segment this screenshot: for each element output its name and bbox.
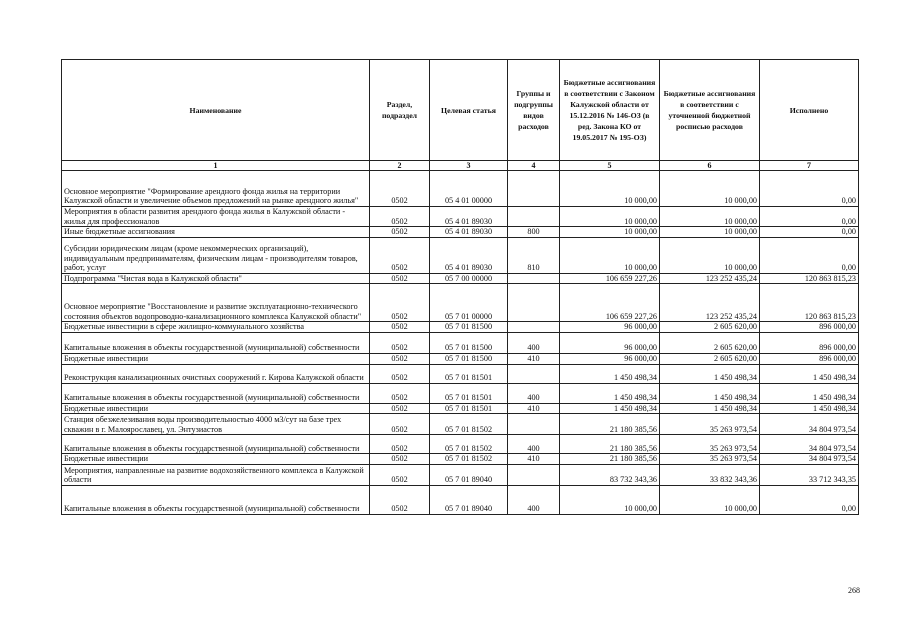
- row-target-code: 05 7 01 81502: [430, 435, 508, 454]
- row-name: Бюджетные инвестиции: [62, 353, 370, 364]
- row-refined-amount: 35 263 973,54: [660, 454, 760, 465]
- table-row: [62, 207, 859, 227]
- row-refined-amount: 10 000,00: [660, 485, 760, 514]
- row-law-amount: 21 180 385,56: [560, 435, 660, 454]
- table-row: [62, 464, 859, 485]
- row-executed-amount: 0,00: [760, 207, 859, 227]
- row-name: Капитальные вложения в объекты государственной (муниципальной) собственности: [62, 383, 370, 403]
- table-row: [62, 364, 859, 383]
- row-executed-amount: 120 863 815,23: [760, 273, 859, 284]
- table-body: [62, 171, 859, 515]
- row-executed-amount: 33 712 343,35: [760, 464, 859, 485]
- row-name: Субсидии юридическим лицам (кроме некоммерческих организаций), индивидуальным предпринимателям, физическим лицам - производителям товаров, работ, услуг: [62, 237, 370, 273]
- row-law-amount: 21 180 385,56: [560, 414, 660, 435]
- column-number: 3: [430, 161, 508, 171]
- row-expense-group: 400: [508, 485, 560, 514]
- row-name: Бюджетные инвестиции: [62, 454, 370, 465]
- row-target-code: 05 7 01 81500: [430, 322, 508, 333]
- row-expense-group: [508, 464, 560, 485]
- column-number: 7: [760, 161, 859, 171]
- row-executed-amount: 896 000,00: [760, 322, 859, 333]
- row-target-code: 05 4 01 89030: [430, 227, 508, 238]
- row-law-amount: 1 450 498,34: [560, 364, 660, 383]
- row-refined-amount: 10 000,00: [660, 227, 760, 238]
- table-row: [62, 332, 859, 353]
- header-name: Наименование: [62, 60, 370, 161]
- row-executed-amount: 34 804 973,54: [760, 454, 859, 465]
- header-executed: Исполнено: [760, 60, 859, 161]
- row-executed-amount: 0,00: [760, 485, 859, 514]
- row-target-code: 05 7 01 89040: [430, 485, 508, 514]
- header-groups: Группы и подгруппы видов расходов: [508, 60, 560, 161]
- row-name: Капитальные вложения в объекты государственной (муниципальной) собственности: [62, 485, 370, 514]
- row-section: 0502: [370, 403, 430, 414]
- row-section: 0502: [370, 485, 430, 514]
- row-section: 0502: [370, 171, 430, 207]
- table-row: [62, 237, 859, 273]
- row-refined-amount: 123 252 435,24: [660, 273, 760, 284]
- row-section: 0502: [370, 227, 430, 238]
- row-name: Иные бюджетные ассигнования: [62, 227, 370, 238]
- row-law-amount: 10 000,00: [560, 485, 660, 514]
- row-refined-amount: 33 832 343,36: [660, 464, 760, 485]
- row-target-code: 05 7 00 00000: [430, 273, 508, 284]
- row-section: 0502: [370, 353, 430, 364]
- table-row: [62, 171, 859, 207]
- row-expense-group: [508, 207, 560, 227]
- row-target-code: 05 7 01 81501: [430, 364, 508, 383]
- row-expense-group: [508, 322, 560, 333]
- row-section: 0502: [370, 237, 430, 273]
- row-section: 0502: [370, 454, 430, 465]
- row-expense-group: [508, 171, 560, 207]
- row-refined-amount: 10 000,00: [660, 207, 760, 227]
- row-name: Основное мероприятие "Восстановление и развитие эксплуатационно-технического состояния объектов водопроводно-канализационного комплекса Калужской области": [62, 284, 370, 322]
- row-refined-amount: 2 605 620,00: [660, 332, 760, 353]
- row-target-code: 05 7 01 81502: [430, 454, 508, 465]
- row-executed-amount: 1 450 498,34: [760, 364, 859, 383]
- row-executed-amount: 1 450 498,34: [760, 403, 859, 414]
- column-number-row: [62, 161, 859, 171]
- row-section: 0502: [370, 273, 430, 284]
- table-row: [62, 454, 859, 465]
- table-row: [62, 227, 859, 238]
- row-refined-amount: 123 252 435,24: [660, 284, 760, 322]
- row-name: Капитальные вложения в объекты государственной (муниципальной) собственности: [62, 435, 370, 454]
- row-refined-amount: 2 605 620,00: [660, 353, 760, 364]
- row-expense-group: [508, 414, 560, 435]
- header-refined: Бюджетные ассигнования в соответствии с уточненной бюджетной росписью расходов: [660, 60, 760, 161]
- column-number: 2: [370, 161, 430, 171]
- row-refined-amount: 35 263 973,54: [660, 435, 760, 454]
- row-executed-amount: 120 863 815,23: [760, 284, 859, 322]
- row-law-amount: 10 000,00: [560, 237, 660, 273]
- row-name: Бюджетные инвестиции: [62, 403, 370, 414]
- column-number: 4: [508, 161, 560, 171]
- row-section: 0502: [370, 207, 430, 227]
- row-target-code: 05 7 01 89040: [430, 464, 508, 485]
- row-expense-group: [508, 364, 560, 383]
- row-refined-amount: 2 605 620,00: [660, 322, 760, 333]
- table-row: [62, 435, 859, 454]
- row-expense-group: 800: [508, 227, 560, 238]
- row-law-amount: 1 450 498,34: [560, 383, 660, 403]
- table-row: [62, 353, 859, 364]
- row-expense-group: [508, 273, 560, 284]
- row-name: Реконструкция канализационных очистных сооружений г. Кирова Калужской области: [62, 364, 370, 383]
- row-executed-amount: 0,00: [760, 227, 859, 238]
- row-target-code: 05 7 01 81502: [430, 414, 508, 435]
- header-row: [62, 60, 859, 161]
- row-expense-group: 400: [508, 435, 560, 454]
- row-refined-amount: 1 450 498,34: [660, 364, 760, 383]
- row-law-amount: 10 000,00: [560, 207, 660, 227]
- row-executed-amount: 0,00: [760, 237, 859, 273]
- row-expense-group: 810: [508, 237, 560, 273]
- row-expense-group: 400: [508, 332, 560, 353]
- row-name: Мероприятия в области развития арендного фонда жилья в Калужской области - жилья для профессионалов: [62, 207, 370, 227]
- row-name: Капитальные вложения в объекты государственной (муниципальной) собственности: [62, 332, 370, 353]
- row-name: Мероприятия, направленные на развитие водохозяйственного комплекса в Калужской области: [62, 464, 370, 485]
- column-number: 5: [560, 161, 660, 171]
- row-law-amount: 1 450 498,34: [560, 403, 660, 414]
- table-row: [62, 414, 859, 435]
- row-name: Основное мероприятие "Формирование арендного фонда жилья на территории Калужской области и увеличение объемов предложений на рынке арендного жилья": [62, 171, 370, 207]
- row-executed-amount: 896 000,00: [760, 332, 859, 353]
- row-law-amount: 21 180 385,56: [560, 454, 660, 465]
- row-section: 0502: [370, 322, 430, 333]
- row-law-amount: 96 000,00: [560, 353, 660, 364]
- row-section: 0502: [370, 364, 430, 383]
- row-target-code: 05 7 01 81500: [430, 353, 508, 364]
- row-executed-amount: 34 804 973,54: [760, 435, 859, 454]
- column-number: 6: [660, 161, 760, 171]
- page-number: 268: [848, 586, 860, 595]
- table-row: [62, 322, 859, 333]
- row-target-code: 05 4 01 89030: [430, 237, 508, 273]
- row-expense-group: 400: [508, 383, 560, 403]
- row-section: 0502: [370, 435, 430, 454]
- row-name: Бюджетные инвестиции в сфере жилищно-коммунального хозяйства: [62, 322, 370, 333]
- row-target-code: 05 4 01 89030: [430, 207, 508, 227]
- table-row: [62, 273, 859, 284]
- row-refined-amount: 10 000,00: [660, 237, 760, 273]
- row-law-amount: 10 000,00: [560, 227, 660, 238]
- row-expense-group: [508, 284, 560, 322]
- row-name: Подпрограмма "Чистая вода в Калужской области": [62, 273, 370, 284]
- header-section: Раздел, подраздел: [370, 60, 430, 161]
- row-section: 0502: [370, 284, 430, 322]
- row-refined-amount: 1 450 498,34: [660, 403, 760, 414]
- row-refined-amount: 10 000,00: [660, 171, 760, 207]
- budget-table: [61, 59, 859, 515]
- row-target-code: 05 7 01 81500: [430, 332, 508, 353]
- row-law-amount: 96 000,00: [560, 322, 660, 333]
- row-executed-amount: 0,00: [760, 171, 859, 207]
- row-refined-amount: 35 263 973,54: [660, 414, 760, 435]
- header-law: Бюджетные ассигнования в соответствии с Законом Калужской области от 15.12.2016 № 146-ОЗ (в ред. Закона КО от 19.05.2017 № 195-ОЗ): [560, 60, 660, 161]
- row-law-amount: 83 732 343,36: [560, 464, 660, 485]
- table-row: [62, 383, 859, 403]
- row-target-code: 05 4 01 00000: [430, 171, 508, 207]
- row-executed-amount: 896 000,00: [760, 353, 859, 364]
- row-name: Станция обезжелезивания воды производительностью 4000 м3/сут на базе трех скважин в г. Малоярославец, ул. Энтузиастов: [62, 414, 370, 435]
- row-section: 0502: [370, 414, 430, 435]
- row-section: 0502: [370, 464, 430, 485]
- table-row: [62, 403, 859, 414]
- row-executed-amount: 34 804 973,54: [760, 414, 859, 435]
- row-expense-group: 410: [508, 403, 560, 414]
- row-law-amount: 10 000,00: [560, 171, 660, 207]
- row-law-amount: 96 000,00: [560, 332, 660, 353]
- row-expense-group: 410: [508, 353, 560, 364]
- row-expense-group: 410: [508, 454, 560, 465]
- column-number: 1: [62, 161, 370, 171]
- table-row: [62, 485, 859, 514]
- row-section: 0502: [370, 332, 430, 353]
- row-target-code: 05 7 01 81501: [430, 383, 508, 403]
- row-target-code: 05 7 01 00000: [430, 284, 508, 322]
- row-target-code: 05 7 01 81501: [430, 403, 508, 414]
- row-executed-amount: 1 450 498,34: [760, 383, 859, 403]
- row-law-amount: 106 659 227,26: [560, 284, 660, 322]
- table-row: [62, 284, 859, 322]
- row-law-amount: 106 659 227,26: [560, 273, 660, 284]
- row-refined-amount: 1 450 498,34: [660, 383, 760, 403]
- row-section: 0502: [370, 383, 430, 403]
- header-target: Целевая статья: [430, 60, 508, 161]
